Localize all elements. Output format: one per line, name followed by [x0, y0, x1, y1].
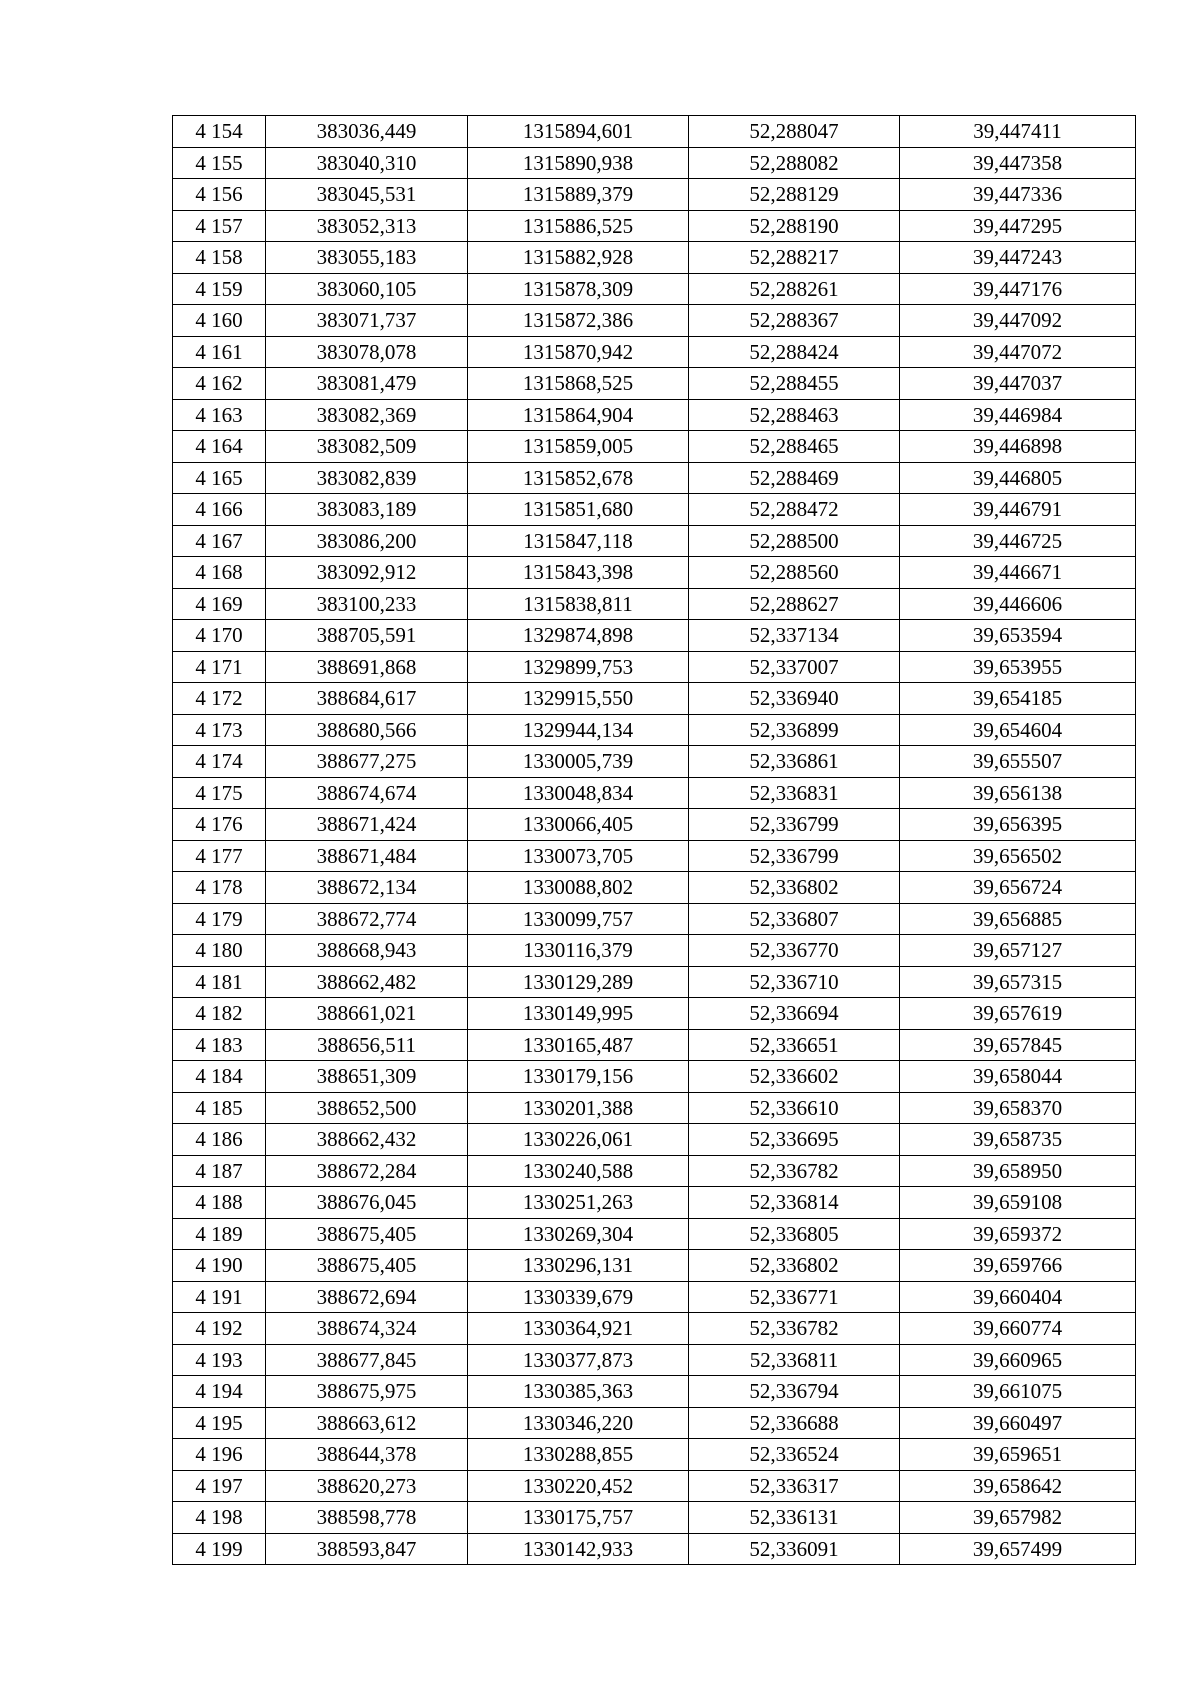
latitude-cell: 52,336861: [689, 746, 900, 778]
latitude-cell: 52,336317: [689, 1470, 900, 1502]
point-number-cell: 4 197: [173, 1470, 266, 1502]
y-coordinate-cell: 1330251,263: [468, 1187, 689, 1219]
x-coordinate-cell: 383040,310: [266, 147, 468, 179]
point-number-cell: 4 194: [173, 1376, 266, 1408]
x-coordinate-cell: 383055,183: [266, 242, 468, 274]
table-row: [173, 1124, 1136, 1156]
x-coordinate-cell: 388680,566: [266, 714, 468, 746]
y-coordinate-cell: 1330175,757: [468, 1502, 689, 1534]
x-coordinate-cell: 388675,975: [266, 1376, 468, 1408]
table-row: [173, 1407, 1136, 1439]
latitude-cell: 52,288455: [689, 368, 900, 400]
y-coordinate-cell: 1315872,386: [468, 305, 689, 337]
y-coordinate-cell: 1330339,679: [468, 1281, 689, 1313]
point-number-cell: 4 189: [173, 1218, 266, 1250]
point-number-cell: 4 167: [173, 525, 266, 557]
longitude-cell: 39,447411: [900, 116, 1136, 148]
latitude-cell: 52,288424: [689, 336, 900, 368]
longitude-cell: 39,657127: [900, 935, 1136, 967]
y-coordinate-cell: 1330226,061: [468, 1124, 689, 1156]
point-number-cell: 4 181: [173, 966, 266, 998]
longitude-cell: 39,657315: [900, 966, 1136, 998]
point-number-cell: 4 182: [173, 998, 266, 1030]
x-coordinate-cell: 383052,313: [266, 210, 468, 242]
x-coordinate-cell: 388598,778: [266, 1502, 468, 1534]
point-number-cell: 4 196: [173, 1439, 266, 1471]
longitude-cell: 39,661075: [900, 1376, 1136, 1408]
latitude-cell: 52,288465: [689, 431, 900, 463]
latitude-cell: 52,336651: [689, 1029, 900, 1061]
latitude-cell: 52,336782: [689, 1313, 900, 1345]
x-coordinate-cell: 388672,284: [266, 1155, 468, 1187]
longitude-cell: 39,447295: [900, 210, 1136, 242]
point-number-cell: 4 187: [173, 1155, 266, 1187]
latitude-cell: 52,336782: [689, 1155, 900, 1187]
table-row: [173, 746, 1136, 778]
table-row: [173, 651, 1136, 683]
table-row: [173, 462, 1136, 494]
longitude-cell: 39,658044: [900, 1061, 1136, 1093]
point-number-cell: 4 173: [173, 714, 266, 746]
longitude-cell: 39,446671: [900, 557, 1136, 589]
table-row: [173, 1187, 1136, 1219]
x-coordinate-cell: 383081,479: [266, 368, 468, 400]
x-coordinate-cell: 388662,482: [266, 966, 468, 998]
point-number-cell: 4 158: [173, 242, 266, 274]
x-coordinate-cell: 388652,500: [266, 1092, 468, 1124]
latitude-cell: 52,336524: [689, 1439, 900, 1471]
table-row: [173, 1502, 1136, 1534]
longitude-cell: 39,446898: [900, 431, 1136, 463]
point-number-cell: 4 184: [173, 1061, 266, 1093]
point-number-cell: 4 188: [173, 1187, 266, 1219]
x-coordinate-cell: 388684,617: [266, 683, 468, 715]
y-coordinate-cell: 1330048,834: [468, 777, 689, 809]
y-coordinate-cell: 1315838,811: [468, 588, 689, 620]
y-coordinate-cell: 1330066,405: [468, 809, 689, 841]
x-coordinate-cell: 388656,511: [266, 1029, 468, 1061]
x-coordinate-cell: 388672,774: [266, 903, 468, 935]
point-number-cell: 4 156: [173, 179, 266, 211]
y-coordinate-cell: 1329944,134: [468, 714, 689, 746]
table-row: [173, 872, 1136, 904]
table-row: [173, 714, 1136, 746]
x-coordinate-cell: 383086,200: [266, 525, 468, 557]
point-number-cell: 4 172: [173, 683, 266, 715]
x-coordinate-cell: 388675,405: [266, 1218, 468, 1250]
longitude-cell: 39,447072: [900, 336, 1136, 368]
x-coordinate-cell: 388691,868: [266, 651, 468, 683]
y-coordinate-cell: 1330129,289: [468, 966, 689, 998]
coordinates-table-body: [173, 116, 1136, 1565]
longitude-cell: 39,446984: [900, 399, 1136, 431]
table-row: [173, 494, 1136, 526]
y-coordinate-cell: 1330240,588: [468, 1155, 689, 1187]
latitude-cell: 52,336802: [689, 872, 900, 904]
x-coordinate-cell: 383082,839: [266, 462, 468, 494]
point-number-cell: 4 171: [173, 651, 266, 683]
point-number-cell: 4 176: [173, 809, 266, 841]
longitude-cell: 39,447092: [900, 305, 1136, 337]
x-coordinate-cell: 383071,737: [266, 305, 468, 337]
y-coordinate-cell: 1330088,802: [468, 872, 689, 904]
x-coordinate-cell: 383045,531: [266, 179, 468, 211]
latitude-cell: 52,336610: [689, 1092, 900, 1124]
latitude-cell: 52,337134: [689, 620, 900, 652]
coordinates-table: [172, 115, 1136, 1565]
longitude-cell: 39,446791: [900, 494, 1136, 526]
y-coordinate-cell: 1315868,525: [468, 368, 689, 400]
longitude-cell: 39,446725: [900, 525, 1136, 557]
y-coordinate-cell: 1329874,898: [468, 620, 689, 652]
longitude-cell: 39,660497: [900, 1407, 1136, 1439]
table-row: [173, 683, 1136, 715]
latitude-cell: 52,336940: [689, 683, 900, 715]
table-row: [173, 557, 1136, 589]
latitude-cell: 52,336802: [689, 1250, 900, 1282]
table-row: [173, 305, 1136, 337]
longitude-cell: 39,447336: [900, 179, 1136, 211]
latitude-cell: 52,336688: [689, 1407, 900, 1439]
longitude-cell: 39,656395: [900, 809, 1136, 841]
table-row: [173, 1344, 1136, 1376]
latitude-cell: 52,288129: [689, 179, 900, 211]
table-row: [173, 588, 1136, 620]
table-row: [173, 147, 1136, 179]
longitude-cell: 39,447037: [900, 368, 1136, 400]
latitude-cell: 52,288082: [689, 147, 900, 179]
longitude-cell: 39,660404: [900, 1281, 1136, 1313]
table-row: [173, 1250, 1136, 1282]
latitude-cell: 52,288560: [689, 557, 900, 589]
point-number-cell: 4 169: [173, 588, 266, 620]
point-number-cell: 4 159: [173, 273, 266, 305]
latitude-cell: 52,288367: [689, 305, 900, 337]
longitude-cell: 39,660965: [900, 1344, 1136, 1376]
table-row: [173, 620, 1136, 652]
x-coordinate-cell: 388677,275: [266, 746, 468, 778]
longitude-cell: 39,653594: [900, 620, 1136, 652]
table-row: [173, 840, 1136, 872]
y-coordinate-cell: 1330346,220: [468, 1407, 689, 1439]
x-coordinate-cell: 388593,847: [266, 1533, 468, 1565]
y-coordinate-cell: 1330220,452: [468, 1470, 689, 1502]
y-coordinate-cell: 1330377,873: [468, 1344, 689, 1376]
table-row: [173, 777, 1136, 809]
y-coordinate-cell: 1330296,131: [468, 1250, 689, 1282]
point-number-cell: 4 180: [173, 935, 266, 967]
y-coordinate-cell: 1330149,995: [468, 998, 689, 1030]
table-row: [173, 116, 1136, 148]
longitude-cell: 39,655507: [900, 746, 1136, 778]
latitude-cell: 52,288627: [689, 588, 900, 620]
table-row: [173, 1092, 1136, 1124]
x-coordinate-cell: 388674,324: [266, 1313, 468, 1345]
x-coordinate-cell: 388675,405: [266, 1250, 468, 1282]
table-row: [173, 210, 1136, 242]
latitude-cell: 52,336131: [689, 1502, 900, 1534]
y-coordinate-cell: 1330073,705: [468, 840, 689, 872]
point-number-cell: 4 154: [173, 116, 266, 148]
latitude-cell: 52,288047: [689, 116, 900, 148]
point-number-cell: 4 193: [173, 1344, 266, 1376]
longitude-cell: 39,657619: [900, 998, 1136, 1030]
x-coordinate-cell: 383083,189: [266, 494, 468, 526]
point-number-cell: 4 168: [173, 557, 266, 589]
point-number-cell: 4 161: [173, 336, 266, 368]
y-coordinate-cell: 1315894,601: [468, 116, 689, 148]
y-coordinate-cell: 1329899,753: [468, 651, 689, 683]
y-coordinate-cell: 1315890,938: [468, 147, 689, 179]
x-coordinate-cell: 388668,943: [266, 935, 468, 967]
y-coordinate-cell: 1315843,398: [468, 557, 689, 589]
longitude-cell: 39,446805: [900, 462, 1136, 494]
latitude-cell: 52,288217: [689, 242, 900, 274]
y-coordinate-cell: 1315851,680: [468, 494, 689, 526]
table-row: [173, 179, 1136, 211]
point-number-cell: 4 195: [173, 1407, 266, 1439]
table-row: [173, 336, 1136, 368]
point-number-cell: 4 199: [173, 1533, 266, 1565]
latitude-cell: 52,288463: [689, 399, 900, 431]
table-row: [173, 809, 1136, 841]
x-coordinate-cell: 388661,021: [266, 998, 468, 1030]
latitude-cell: 52,336805: [689, 1218, 900, 1250]
y-coordinate-cell: 1315886,525: [468, 210, 689, 242]
longitude-cell: 39,659766: [900, 1250, 1136, 1282]
y-coordinate-cell: 1315852,678: [468, 462, 689, 494]
y-coordinate-cell: 1315870,942: [468, 336, 689, 368]
x-coordinate-cell: 388671,424: [266, 809, 468, 841]
latitude-cell: 52,288469: [689, 462, 900, 494]
latitude-cell: 52,336807: [689, 903, 900, 935]
latitude-cell: 52,336710: [689, 966, 900, 998]
longitude-cell: 39,447358: [900, 147, 1136, 179]
y-coordinate-cell: 1330116,379: [468, 935, 689, 967]
x-coordinate-cell: 388671,484: [266, 840, 468, 872]
longitude-cell: 39,658950: [900, 1155, 1136, 1187]
longitude-cell: 39,653955: [900, 651, 1136, 683]
y-coordinate-cell: 1330269,304: [468, 1218, 689, 1250]
longitude-cell: 39,658370: [900, 1092, 1136, 1124]
y-coordinate-cell: 1330201,388: [468, 1092, 689, 1124]
longitude-cell: 39,654185: [900, 683, 1136, 715]
latitude-cell: 52,336695: [689, 1124, 900, 1156]
y-coordinate-cell: 1330005,739: [468, 746, 689, 778]
table-row: [173, 1155, 1136, 1187]
point-number-cell: 4 198: [173, 1502, 266, 1534]
table-row: [173, 1470, 1136, 1502]
point-number-cell: 4 179: [173, 903, 266, 935]
latitude-cell: 52,336799: [689, 840, 900, 872]
table-row: [173, 1313, 1136, 1345]
point-number-cell: 4 174: [173, 746, 266, 778]
point-number-cell: 4 186: [173, 1124, 266, 1156]
y-coordinate-cell: 1315878,309: [468, 273, 689, 305]
longitude-cell: 39,656138: [900, 777, 1136, 809]
table-row: [173, 399, 1136, 431]
x-coordinate-cell: 383036,449: [266, 116, 468, 148]
latitude-cell: 52,336694: [689, 998, 900, 1030]
y-coordinate-cell: 1329915,550: [468, 683, 689, 715]
table-row: [173, 935, 1136, 967]
point-number-cell: 4 157: [173, 210, 266, 242]
latitude-cell: 52,336814: [689, 1187, 900, 1219]
y-coordinate-cell: 1330099,757: [468, 903, 689, 935]
point-number-cell: 4 163: [173, 399, 266, 431]
latitude-cell: 52,336799: [689, 809, 900, 841]
point-number-cell: 4 166: [173, 494, 266, 526]
longitude-cell: 39,656502: [900, 840, 1136, 872]
latitude-cell: 52,336794: [689, 1376, 900, 1408]
point-number-cell: 4 165: [173, 462, 266, 494]
longitude-cell: 39,654604: [900, 714, 1136, 746]
x-coordinate-cell: 383082,369: [266, 399, 468, 431]
table-row: [173, 903, 1136, 935]
y-coordinate-cell: 1330385,363: [468, 1376, 689, 1408]
x-coordinate-cell: 383082,509: [266, 431, 468, 463]
latitude-cell: 52,336831: [689, 777, 900, 809]
point-number-cell: 4 183: [173, 1029, 266, 1061]
table-row: [173, 1061, 1136, 1093]
y-coordinate-cell: 1315882,928: [468, 242, 689, 274]
point-number-cell: 4 191: [173, 1281, 266, 1313]
point-number-cell: 4 175: [173, 777, 266, 809]
x-coordinate-cell: 383100,233: [266, 588, 468, 620]
longitude-cell: 39,656724: [900, 872, 1136, 904]
y-coordinate-cell: 1330179,156: [468, 1061, 689, 1093]
y-coordinate-cell: 1330288,855: [468, 1439, 689, 1471]
longitude-cell: 39,657982: [900, 1502, 1136, 1534]
latitude-cell: 52,336091: [689, 1533, 900, 1565]
table-row: [173, 1439, 1136, 1471]
point-number-cell: 4 164: [173, 431, 266, 463]
point-number-cell: 4 178: [173, 872, 266, 904]
longitude-cell: 39,656885: [900, 903, 1136, 935]
y-coordinate-cell: 1315847,118: [468, 525, 689, 557]
x-coordinate-cell: 388672,134: [266, 872, 468, 904]
x-coordinate-cell: 383092,912: [266, 557, 468, 589]
table-row: [173, 525, 1136, 557]
latitude-cell: 52,336811: [689, 1344, 900, 1376]
longitude-cell: 39,658642: [900, 1470, 1136, 1502]
x-coordinate-cell: 383078,078: [266, 336, 468, 368]
longitude-cell: 39,659108: [900, 1187, 1136, 1219]
latitude-cell: 52,336771: [689, 1281, 900, 1313]
latitude-cell: 52,336770: [689, 935, 900, 967]
table-row: [173, 273, 1136, 305]
x-coordinate-cell: 388663,612: [266, 1407, 468, 1439]
x-coordinate-cell: 388672,694: [266, 1281, 468, 1313]
y-coordinate-cell: 1330142,933: [468, 1533, 689, 1565]
x-coordinate-cell: 388705,591: [266, 620, 468, 652]
longitude-cell: 39,447176: [900, 273, 1136, 305]
x-coordinate-cell: 388651,309: [266, 1061, 468, 1093]
y-coordinate-cell: 1315864,904: [468, 399, 689, 431]
table-row: [173, 998, 1136, 1030]
point-number-cell: 4 155: [173, 147, 266, 179]
y-coordinate-cell: 1315889,379: [468, 179, 689, 211]
latitude-cell: 52,336899: [689, 714, 900, 746]
y-coordinate-cell: 1315859,005: [468, 431, 689, 463]
point-number-cell: 4 190: [173, 1250, 266, 1282]
longitude-cell: 39,657499: [900, 1533, 1136, 1565]
longitude-cell: 39,660774: [900, 1313, 1136, 1345]
table-row: [173, 1218, 1136, 1250]
table-row: [173, 966, 1136, 998]
latitude-cell: 52,288190: [689, 210, 900, 242]
x-coordinate-cell: 388677,845: [266, 1344, 468, 1376]
point-number-cell: 4 177: [173, 840, 266, 872]
longitude-cell: 39,447243: [900, 242, 1136, 274]
latitude-cell: 52,288261: [689, 273, 900, 305]
table-row: [173, 368, 1136, 400]
point-number-cell: 4 192: [173, 1313, 266, 1345]
latitude-cell: 52,288472: [689, 494, 900, 526]
latitude-cell: 52,337007: [689, 651, 900, 683]
longitude-cell: 39,659651: [900, 1439, 1136, 1471]
x-coordinate-cell: 388674,674: [266, 777, 468, 809]
table-row: [173, 242, 1136, 274]
y-coordinate-cell: 1330165,487: [468, 1029, 689, 1061]
point-number-cell: 4 162: [173, 368, 266, 400]
x-coordinate-cell: 388620,273: [266, 1470, 468, 1502]
longitude-cell: 39,657845: [900, 1029, 1136, 1061]
y-coordinate-cell: 1330364,921: [468, 1313, 689, 1345]
point-number-cell: 4 170: [173, 620, 266, 652]
table-row: [173, 1533, 1136, 1565]
latitude-cell: 52,336602: [689, 1061, 900, 1093]
point-number-cell: 4 185: [173, 1092, 266, 1124]
longitude-cell: 39,659372: [900, 1218, 1136, 1250]
latitude-cell: 52,288500: [689, 525, 900, 557]
table-row: [173, 1029, 1136, 1061]
x-coordinate-cell: 383060,105: [266, 273, 468, 305]
longitude-cell: 39,658735: [900, 1124, 1136, 1156]
longitude-cell: 39,446606: [900, 588, 1136, 620]
table-row: [173, 1281, 1136, 1313]
point-number-cell: 4 160: [173, 305, 266, 337]
x-coordinate-cell: 388662,432: [266, 1124, 468, 1156]
x-coordinate-cell: 388676,045: [266, 1187, 468, 1219]
x-coordinate-cell: 388644,378: [266, 1439, 468, 1471]
table-row: [173, 431, 1136, 463]
table-row: [173, 1376, 1136, 1408]
